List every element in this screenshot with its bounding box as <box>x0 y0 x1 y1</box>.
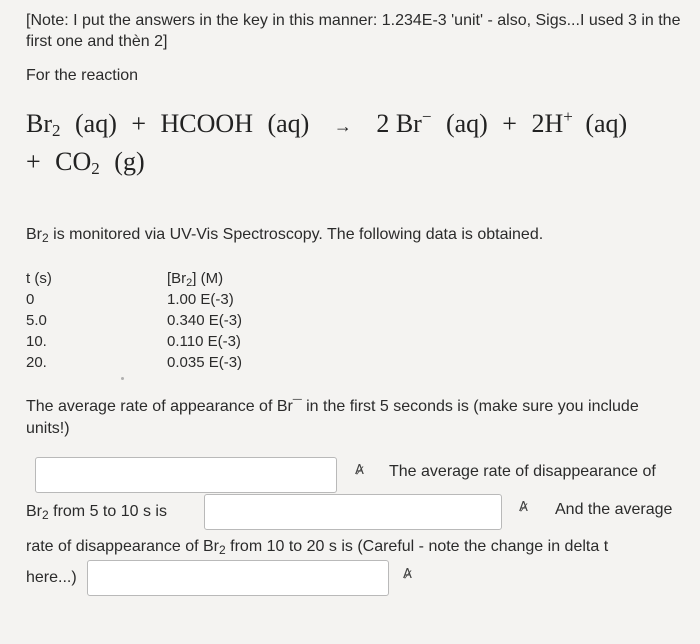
question-2-text-start: The average rate of disappearance of <box>389 463 656 480</box>
question-3-text-middle: rate of disappearance of $Br_2$ from 10 to 20 s is (Careful - note the change in delta t <box>26 538 609 557</box>
time-value: 0 <box>26 291 35 308</box>
time-column <box>26 268 52 373</box>
answer-3-input[interactable] <box>87 560 389 596</box>
concentration-value: 0.110 E(-3) <box>167 333 241 350</box>
spellcheck-icon[interactable]: A̷ <box>519 500 528 515</box>
monitor-sentence: $Br_2$ is monitored via UV-Vis Spectroscopy. The following data is obtained. <box>26 226 544 245</box>
question-3-text-end: here...) <box>26 569 77 586</box>
concentration-value: 0.340 E(-3) <box>167 312 243 329</box>
question-2-text-end: $Br_2$ from 5 to 10 s is <box>26 503 167 522</box>
note-text: [Note: I put the answers in the key in this manner: 1.234E-3 'unit' - also, Sigs...I used 3 in the first one and thèn 2] <box>26 12 681 50</box>
concentration-value: 0.035 E(-3) <box>167 354 243 371</box>
concentration-header: $[Br_2]$ (M) <box>167 270 224 289</box>
spellcheck-icon[interactable]: A̷ <box>355 463 364 478</box>
concentration-column <box>167 268 242 373</box>
concentration-value: 1.00 E(-3) <box>167 291 234 308</box>
question-1-text: The average rate of appearance of Br¯ in the first 5 seconds is (make sure you include units!) <box>26 398 639 437</box>
time-header: t (s) <box>26 270 52 287</box>
time-value: 10. <box>26 333 47 350</box>
question-3-text-start: And the average <box>555 501 673 518</box>
answer-1-input[interactable] <box>35 457 337 493</box>
spellcheck-icon[interactable]: A̷ <box>403 567 412 582</box>
reaction-arrow: → <box>333 116 352 136</box>
for-reaction-label: For the reaction <box>26 67 139 84</box>
answer-2-input[interactable] <box>204 494 502 530</box>
time-value: 5.0 <box>26 312 47 329</box>
stray-mark <box>121 377 124 380</box>
time-value: 20. <box>26 354 47 371</box>
reaction-equation-line1: $Br_2$ (aq) + HCOOH (aq) → 2 Br− (aq) + 2H+ (aq) <box>26 107 628 140</box>
reaction-equation-line2: + $CO_2$ (g) <box>26 147 145 178</box>
